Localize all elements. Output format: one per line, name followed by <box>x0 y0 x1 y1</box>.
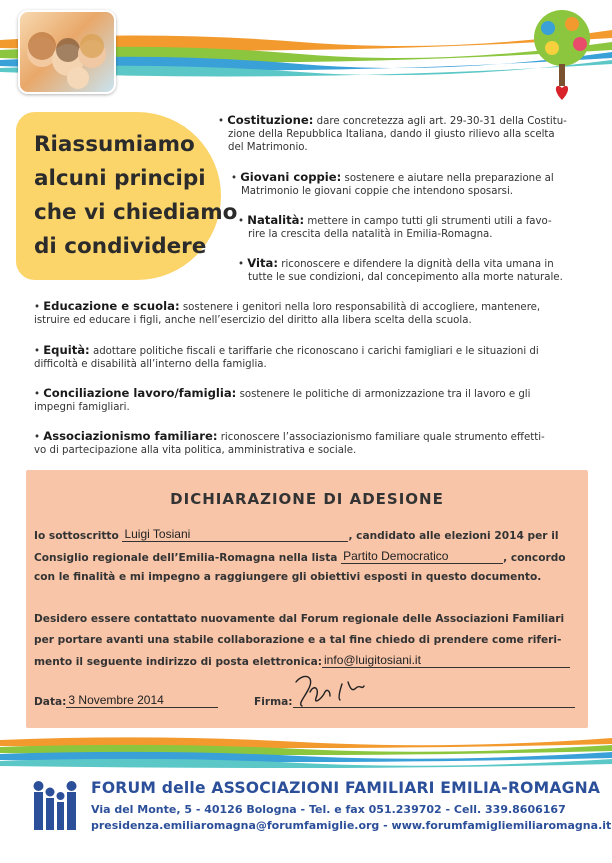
footer-title: FORUM delle ASSOCIAZIONI FAMILIARI EMILIA-ROMAGNA <box>91 779 601 797</box>
party-value: Partito Democratico <box>343 549 449 563</box>
principle-costituzione: • Costituzione: dare concretezza agli art. 29-30-31 della Costitu- zione della Repubblica Italiana, dando il giusto rilievo alla scelta del Matrimonio. <box>218 113 567 154</box>
intro-line-2: alcuni principi <box>34 166 206 191</box>
footer-stripes <box>0 734 612 774</box>
date-row: Data: 3 Novembre 2014 <box>34 694 218 708</box>
principle-vita: • Vita: riconoscere e difendere la dignità della vita umana in tutte le sue condizioni, dal concepimento alla morte naturale. <box>238 256 563 284</box>
declaration-line-1: Io sottoscritto Luigi Tosiani , candidato alle elezioni 2014 per il <box>34 527 559 542</box>
signature-row: Firma: <box>254 694 575 708</box>
declaration-line-6: mento il seguente indirizzo di posta elettronica: info@luigitosiani.it <box>34 654 570 668</box>
declaration-line-2: Consiglio regionale dell’Emilia-Romagna nella lista Partito Democratico , concordo <box>34 549 566 564</box>
principle-giovani-coppie: • Giovani coppie: sostenere e aiutare nella preparazione al Matrimonio le giovani coppie che intendono sposarsi. <box>231 170 554 198</box>
date-value: 3 Novembre 2014 <box>68 693 164 707</box>
intro-line-1: Riassumiamo <box>34 132 195 157</box>
party-field[interactable] <box>341 550 503 564</box>
principle-educazione: • Educazione e scuola: sostenere i genitori nella loro responsabilità di accogliere, mantenere, istruire ed educare i figli, anche nell’esercizio del diritto alla libera scelta della scuola. <box>34 299 541 327</box>
family-photo <box>18 10 116 94</box>
declaration-line-3: con le finalità e mi impegno a raggiungere gli obiettivi esposti in questo documento. <box>34 571 542 583</box>
declaration-line-5: per portare avanti una stabile collaborazione e a tal fine chiedo di prendere come riferi- <box>34 634 562 646</box>
intro-line-3: che vi chiediamo <box>34 200 238 225</box>
handwritten-signature <box>290 670 380 710</box>
name-value: Luigi Tosiani <box>124 527 191 541</box>
name-field[interactable] <box>122 528 348 542</box>
date-field[interactable] <box>66 694 218 708</box>
declaration-line-4: Desidero essere contattato nuovamente dal Forum regionale delle Associazioni Familiari <box>34 613 565 625</box>
principle-conciliazione: • Conciliazione lavoro/famiglia: sostenere le politiche di armonizzazione tra il lavoro e gli impegni famigliari. <box>34 386 531 414</box>
email-field[interactable] <box>322 654 570 668</box>
family-tree-logo <box>522 6 608 106</box>
declaration-title: DICHIARAZIONE DI ADESIONE <box>170 490 444 508</box>
principle-equita: • Equità: adottare politiche fiscali e tariffarie che riconoscano i carichi famigliari e le situazioni di difficoltà e disabilità all’interno della famiglia. <box>34 343 539 371</box>
principle-associazionismo: • Associazionismo familiare: riconoscere l’associazionismo familiare quale strumento effetti- vo di partecipazione alla vita politica, amministrativa e sociale. <box>34 429 545 457</box>
email-value: info@luigitosiani.it <box>324 653 421 667</box>
intro-line-4: di condividere <box>34 234 207 259</box>
principle-natalita: • Natalità: mettere in campo tutti gli strumenti utili a favo- rire la crescita della natalità in Emilia-Romagna. <box>238 213 552 241</box>
forum-family-logo <box>32 778 80 832</box>
footer-contacts: presidenza.emiliaromagna@forumfamiglie.org - www.forumfamigliemiliaromagna.it <box>91 819 612 832</box>
footer-address: Via del Monte, 5 - 40126 Bologna - Tel. e fax 051.239702 - Cell. 339.8606167 <box>91 803 566 816</box>
